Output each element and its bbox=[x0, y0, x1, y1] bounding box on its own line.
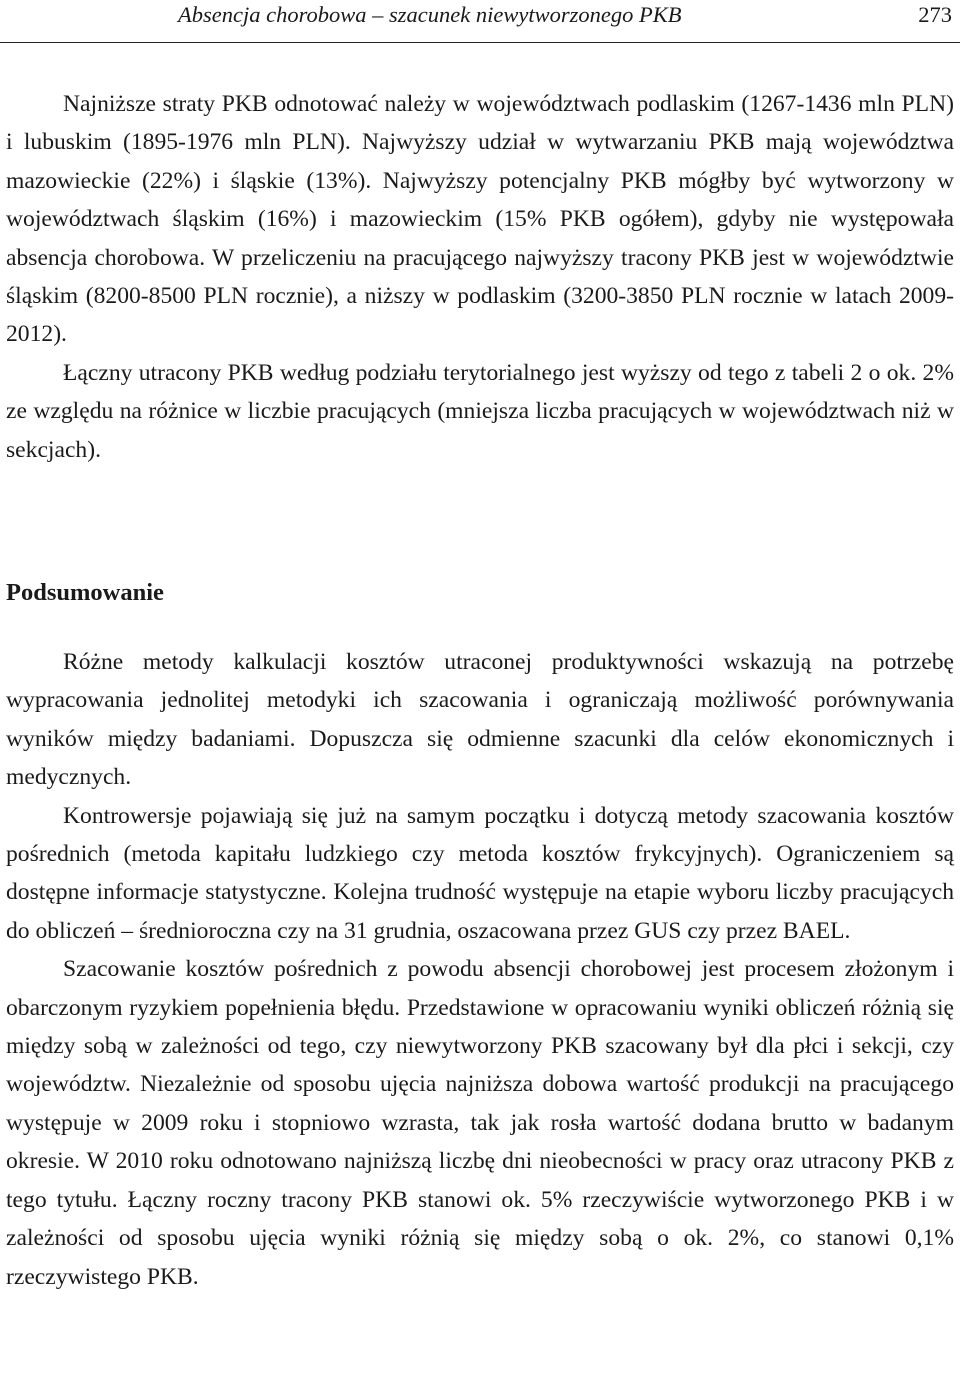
body-text-summary bbox=[6, 643, 954, 1296]
body-text-top bbox=[6, 85, 954, 469]
paragraph: Najniższe straty PKB odnotować należy w województwach podlaskim (1267-1436 mln PLN) i lubuskim (1895-1976 mln PLN). Najwyższy udział w wytwarzaniu PKB mają województwa mazowieckie (22%) i śląskie (13%). Najwyższy potencjalny PKB mógłby być wytworzony w województwach śląskim (16%) i mazowieckim (15% PKB ogółem), gdyby nie występowała absencja chorobowa. W przeliczeniu na pracującego najwyższy tracony PKB jest w województwie śląskim (8200-8500 PLN rocznie), a niższy w podlaskim (3200-3850 PLN rocznie w latach 2009-2012). bbox=[6, 91, 954, 348]
page-number: 273 bbox=[918, 2, 952, 27]
paragraph: Łączny utracony PKB według podziału terytorialnego jest wyższy od tego z tabeli 2 o ok. 2% ze względu na różnice w liczbie pracujących (mniejsza liczba pracujących w województwach niż w sekcjach). bbox=[6, 359, 954, 463]
running-header bbox=[0, 0, 960, 43]
paragraph: Różne metody kalkulacji kosztów utraconej produktywności wskazują na potrzebę wypracowania jednolitej metodyki ich szacowania i ograniczają możliwość porównywania wyników między badaniami. Dopuszcza się odmienne szacunki dla celów ekonomicznych i medycznych. bbox=[6, 649, 954, 791]
section-heading: Podsumowanie bbox=[6, 579, 164, 606]
paragraph: Kontrowersje pojawiają się już na samym początku i dotyczą metody szacowania kosztów pośrednich (metoda kapitału ludzkiego czy metoda kosztów frykcyjnych). Ograniczeniem są dostępne informacje statystyczne. Kolejna trudność występuje na etapie wyboru liczby pracujących do obliczeń – średnioroczna czy na 31 grudnia, oszacowana przez GUS czy przez BAEL. bbox=[6, 802, 954, 944]
paragraph: Szacowanie kosztów pośrednich z powodu absencji chorobowej jest procesem złożonym i obarczonym ryzykiem popełnienia błędu. Przedstawione w opracowaniu wyniki obliczeń różnią się między sobą w zależności od tego, czy niewytworzony PKB szacowany był dla płci i sekcji, czy województw. Niezależnie od sposobu ujęcia najniższa dobowa wartość produkcji na pracującego występuje w 2009 roku i stopniowo wzrasta, tak jak rosła wartość dodana brutto w badanym okresie. W 2010 roku odnotowano najniższą liczbę dni nieobecności w pracy oraz utracony PKB z tego tytułu. Łączny roczny tracony PKB stanowi ok. 5% rzeczywiście wytworzonego PKB i w zależności od sposobu ujęcia wyniki różnią się między sobą o ok. 2%, co stanowi 0,1% rzeczywistego PKB. bbox=[6, 956, 954, 1290]
running-title: Absencja chorobowa – szacunek niewytworzonego PKB bbox=[178, 2, 682, 27]
